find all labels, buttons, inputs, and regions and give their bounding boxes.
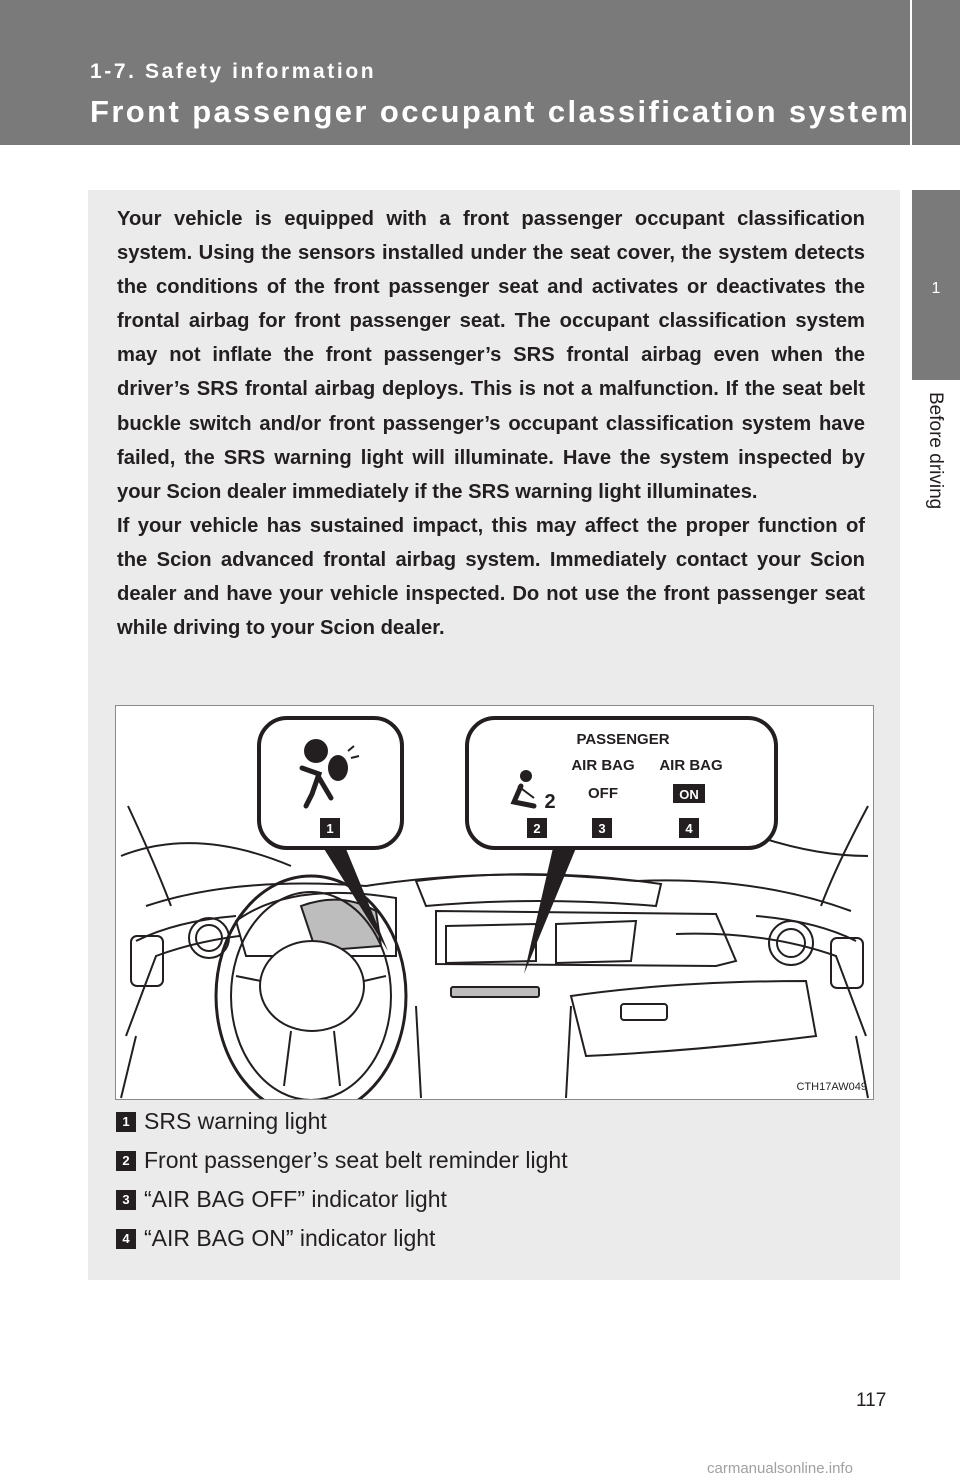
dashboard-illustration xyxy=(116,706,873,1099)
legend-item xyxy=(116,1180,568,1219)
callout-indicators-box xyxy=(467,718,776,848)
legend-item xyxy=(116,1102,568,1141)
seatbelt-number: 2 xyxy=(544,791,556,813)
legend-list xyxy=(116,1102,568,1258)
intro-paragraph-2: If your vehicle has sustained impact, this may affect the proper function of the Scion advanced frontal airbag system. Immediately contact your Scion dealer and have your vehicle inspected. Do not use the front passenger seat while driving to your Scion dealer. xyxy=(117,514,865,640)
page-number: 117 xyxy=(856,1390,887,1411)
legend-item xyxy=(116,1141,568,1180)
intro-paragraph-1: Your vehicle is equipped with a front passenger occupant classification system. Using the sensors installed under the seat cover, the system detects the conditions of the front passenger seat and activates or deactivates the frontal airbag for front passenger seat. The occupant classification system may not inflate the front passenger’s SRS frontal airbag even when the driver’s SRS frontal airbag deploys. This is not a malfunction. If the seat belt buckle switch and/or front passenger’s occupant classification system have failed, the SRS warning light will illuminate. Have the system inspected by your Scion dealer immediately if the SRS warning light illuminates. xyxy=(117,208,865,503)
airbag-off-label: AIR BAG xyxy=(571,757,635,774)
callout-badge-3-label: 3 xyxy=(598,821,606,836)
callout-badge-4-label: 4 xyxy=(685,821,693,836)
steering-wheel xyxy=(216,876,406,1099)
page-header xyxy=(0,0,960,145)
legend-text: SRS warning light xyxy=(144,1108,327,1134)
callout-srs-box xyxy=(259,718,402,848)
dashboard-figure xyxy=(115,705,874,1100)
page-title: Front passenger occupant classification system xyxy=(90,94,911,129)
off-label: OFF xyxy=(588,785,618,802)
legend-number: 4 xyxy=(116,1229,136,1249)
legend-text: Front passenger’s seat belt reminder light xyxy=(144,1147,568,1173)
center-console xyxy=(416,874,816,1098)
on-label: ON xyxy=(679,787,699,802)
chapter-number: 1 xyxy=(931,280,941,297)
watermark-link[interactable]: carmanualsonline.info xyxy=(707,1460,853,1477)
legend-number: 1 xyxy=(116,1112,136,1132)
chapter-tab xyxy=(912,190,960,380)
airbag-on-label: AIR BAG xyxy=(659,757,723,774)
legend-item xyxy=(116,1219,568,1258)
section-label: 1-7. Safety information xyxy=(90,60,377,83)
legend-text: “AIR BAG ON” indicator light xyxy=(144,1225,436,1251)
passenger-label: PASSENGER xyxy=(576,731,670,748)
legend-number: 3 xyxy=(116,1190,136,1210)
callout-badge-1-label: 1 xyxy=(326,821,334,836)
figure-code: CTH17AW049 xyxy=(796,1081,867,1093)
chapter-label: Before driving xyxy=(925,392,946,510)
intro-text xyxy=(117,202,865,645)
callout-badge-2-label: 2 xyxy=(533,821,541,836)
legend-number: 2 xyxy=(116,1151,136,1171)
chapter-label-wrap xyxy=(912,392,960,542)
legend-text: “AIR BAG OFF” indicator light xyxy=(144,1186,447,1212)
